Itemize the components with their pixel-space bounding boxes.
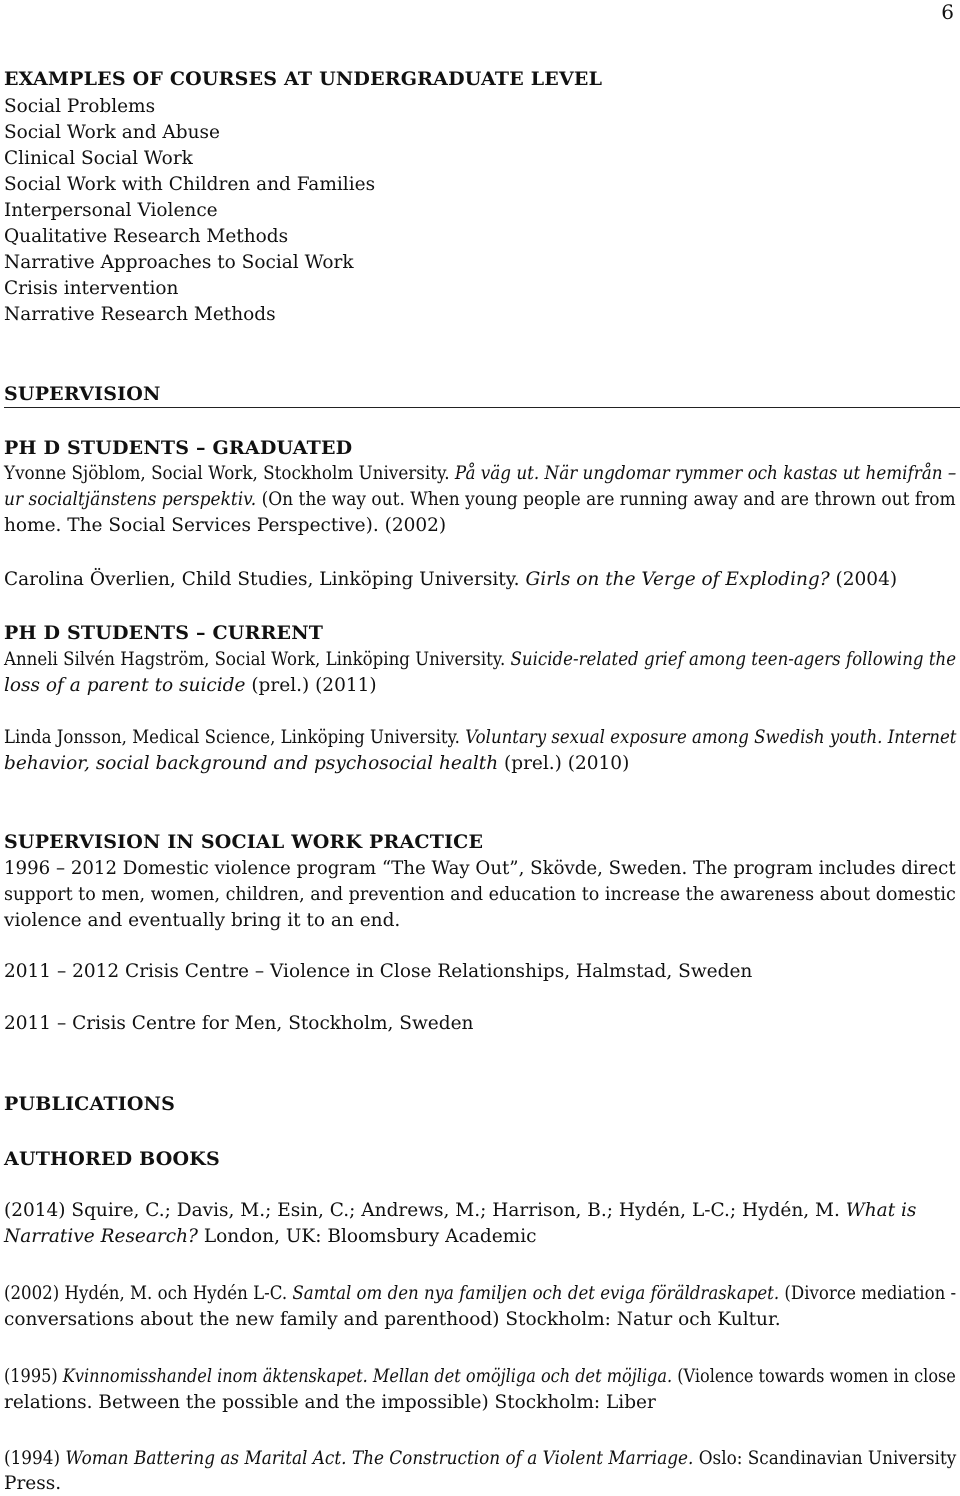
silven-title: Suicide-related grief among teen-agers following the xyxy=(510,649,957,670)
book-1994-line-1 xyxy=(4,1447,956,1471)
book-1994-title: Woman Battering as Marital Act. The Construction of a Violent Marriage. xyxy=(65,1448,694,1469)
book-1994-year: (1994) xyxy=(4,1448,61,1469)
silven-entry-line-2 xyxy=(4,674,377,698)
book-2002-translation: (Divorce mediation - xyxy=(784,1283,957,1304)
sjoblom-title: På väg ut. När ungdomar rymmer och kastas ut hemifrån – xyxy=(454,463,957,484)
book-2014-line-1 xyxy=(4,1199,916,1223)
sjoblom-entry-line-3: home. The Social Services Perspective). (2002) xyxy=(4,515,447,536)
course-item: Qualitative Research Methods xyxy=(4,226,289,247)
book-2014-title-cont: Narrative Research? xyxy=(4,1226,198,1247)
book-2002-line-2: conversations about the new family and parenthood) Stockholm: Natur och Kultur. xyxy=(4,1309,781,1330)
course-item: Clinical Social Work xyxy=(4,148,193,169)
page-number: 6 xyxy=(941,0,954,24)
sjoblom-title-cont: ur socialtjänstens perspektiv. xyxy=(4,489,257,510)
book-1994-publisher: Oslo: Scandinavian University xyxy=(698,1448,957,1469)
practice-entry: 2011 – 2012 Crisis Centre – Violence in Close Relationships, Halmstad, Sweden xyxy=(4,961,753,982)
course-item: Social Work with Children and Families xyxy=(4,174,376,195)
publications-heading: PUBLICATIONS xyxy=(4,1093,176,1115)
overlien-author: Carolina Överlien, Child Studies, Linköping University. xyxy=(4,569,520,590)
overlien-year: (2004) xyxy=(835,569,898,590)
book-2002-title: Samtal om den nya familjen och det eviga föräldraskapet. xyxy=(292,1283,780,1304)
course-item: Crisis intervention xyxy=(4,278,179,299)
silven-author: Anneli Silvén Hagström, Social Work, Linköping University. xyxy=(4,649,506,670)
course-item: Social Problems xyxy=(4,96,156,117)
book-2014-line-2 xyxy=(4,1225,536,1249)
book-1995-line-1 xyxy=(4,1365,956,1389)
overlien-title: Girls on the Verge of Exploding? xyxy=(525,569,830,590)
jonsson-entry-line-2 xyxy=(4,752,629,776)
book-1995-title: Kvinnomisshandel inom äktenskapet. Mellan det omöjliga och det möjliga. xyxy=(62,1366,673,1387)
sjoblom-translation: (On the way out. When young people are running away and are thrown out from xyxy=(261,489,956,510)
current-heading: PH D STUDENTS – CURRENT xyxy=(4,622,324,644)
practice-paragraph-line: support to men, women, children, and prevention and education to increase the awareness about domestic xyxy=(4,884,956,905)
silven-year: (prel.) (2011) xyxy=(251,675,377,696)
supervision-heading: SUPERVISION xyxy=(4,383,161,405)
course-item: Social Work and Abuse xyxy=(4,122,220,143)
book-2014-title: What is xyxy=(845,1200,917,1221)
sjoblom-entry-line-2 xyxy=(4,488,956,512)
book-2014-authors: (2014) Squire, C.; Davis, M.; Esin, C.; Andrews, M.; Harrison, B.; Hydén, L-C.; Hydén, M. xyxy=(4,1200,840,1221)
sjoblom-entry-line-1 xyxy=(4,462,956,486)
courses-heading: EXAMPLES OF COURSES AT UNDERGRADUATE LEVEL xyxy=(4,68,603,90)
silven-title-cont: loss of a parent to suicide xyxy=(4,675,246,696)
jonsson-entry-line-1 xyxy=(4,726,956,750)
jonsson-title: Voluntary sexual exposure among Swedish youth. Internet xyxy=(465,727,957,748)
section-divider xyxy=(4,407,960,408)
course-item: Narrative Approaches to Social Work xyxy=(4,252,354,273)
jonsson-author: Linda Jonsson, Medical Science, Linköping University. xyxy=(4,727,460,748)
silven-entry-line-1 xyxy=(4,648,956,672)
practice-paragraph-line: 1996 – 2012 Domestic violence program “The Way Out”, Skövde, Sweden. The program includes direct xyxy=(4,858,956,879)
book-2014-publisher: London, UK: Bloomsbury Academic xyxy=(203,1226,537,1247)
book-1995-line-2: relations. Between the possible and the impossible) Stockholm: Liber xyxy=(4,1392,656,1413)
graduated-heading: PH D STUDENTS – GRADUATED xyxy=(4,437,353,459)
book-2002-authors: (2002) Hydén, M. och Hydén L-C. xyxy=(4,1283,288,1304)
jonsson-year: (prel.) (2010) xyxy=(504,753,630,774)
practice-paragraph-line: violence and eventually bring it to an end. xyxy=(4,910,401,931)
course-item: Narrative Research Methods xyxy=(4,304,276,325)
authored-books-heading: AUTHORED BOOKS xyxy=(4,1148,220,1170)
sjoblom-author: Yvonne Sjöblom, Social Work, Stockholm University. xyxy=(4,463,450,484)
practice-entry: 2011 – Crisis Centre for Men, Stockholm, Sweden xyxy=(4,1013,474,1034)
book-1994-line-2: Press. xyxy=(4,1473,62,1494)
jonsson-title-cont: behavior, social background and psychosocial health xyxy=(4,753,499,774)
book-1995-translation: (Violence towards women in close xyxy=(677,1366,956,1387)
book-2002-line-1 xyxy=(4,1282,956,1306)
overlien-entry xyxy=(4,568,897,592)
book-1995-year: (1995) xyxy=(4,1366,58,1387)
course-item: Interpersonal Violence xyxy=(4,200,218,221)
practice-heading: SUPERVISION IN SOCIAL WORK PRACTICE xyxy=(4,831,484,853)
